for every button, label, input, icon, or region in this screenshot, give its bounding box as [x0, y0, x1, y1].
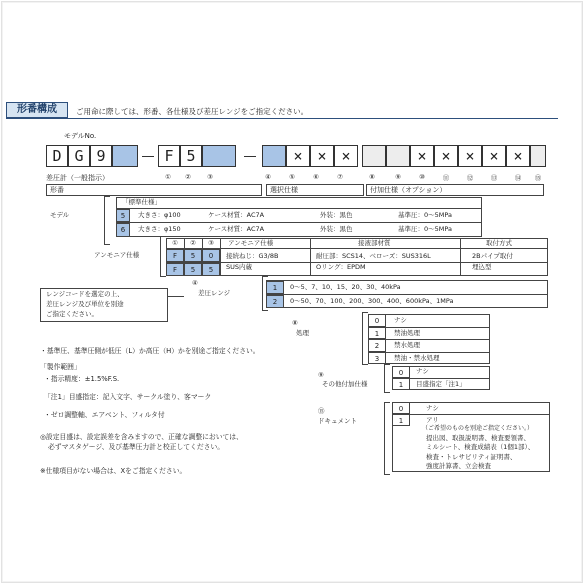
ammonia-r1-c2: 5: [184, 249, 202, 262]
position-number: ④: [265, 173, 271, 181]
code-box: ×: [334, 145, 358, 167]
model-case-1: ケース材質：AC7A: [208, 211, 265, 219]
ammonia-r2-c1: F: [166, 263, 184, 276]
header-rule: [6, 118, 558, 119]
position-number: ⑮: [534, 174, 542, 182]
position-number: ③: [207, 173, 213, 181]
ammonia-mat-2: Oリング：EPDM: [316, 263, 366, 271]
model-no-label: モデルNo.: [64, 132, 97, 140]
processing-text: 禁油処理: [394, 328, 420, 337]
position-number: ⑬: [490, 174, 498, 182]
code-box: ×: [458, 145, 482, 167]
code-box: [530, 145, 546, 167]
other-code-0: 0: [392, 366, 410, 378]
document-detail-line: 検査・トレサビリティ証明書、: [426, 452, 517, 461]
ammonia-col-mount: 取付方式: [486, 239, 512, 247]
ammonia-spec-1: 接続ねじ：G3/8B: [226, 252, 279, 260]
kataban-label: 形番: [46, 184, 262, 196]
range-note-1: レンジコードを選定の上、: [46, 290, 124, 298]
code-separator: [244, 156, 256, 157]
note-zero: ・ゼロ調整軸、エアベント、フィルタ付: [44, 411, 165, 419]
document-text-0: ナシ: [426, 404, 439, 412]
other-text-0: ナシ: [416, 367, 429, 375]
processing-label: 処理: [296, 329, 309, 337]
position-number: ⑧: [369, 173, 375, 181]
range-text-1: 0～5、7、10、15、20、30、40kPa: [290, 283, 401, 291]
code-box: [386, 145, 410, 167]
code-box: 5: [180, 145, 202, 167]
document-detail-line: 提出図、取扱説明書、検査要領書、: [426, 433, 530, 442]
processing-code: 1: [368, 327, 386, 340]
ammonia-col-spec: アンモニア仕様: [228, 239, 274, 247]
model-color-1: 外装：黒色: [320, 211, 353, 219]
ammonia-num-2: ②: [190, 239, 196, 247]
select-spec-label: 選択仕様: [266, 184, 364, 196]
code-box: [362, 145, 386, 167]
range-label: 差圧レンジ: [198, 289, 231, 297]
range-arrow: [168, 296, 184, 297]
model-table-header: 「標準仕様」: [122, 198, 161, 206]
ammonia-mat-1: 耐圧部：SCS14、ベローズ：SUS316L: [316, 252, 431, 260]
code-box: ×: [410, 145, 434, 167]
document-detail-line: ミルシート、検査成績表（1個1部）、: [426, 443, 535, 451]
position-number: ⑪: [442, 174, 450, 182]
model-code-6: 6: [116, 223, 130, 237]
section-title-badge: 形番構成: [6, 102, 68, 118]
processing-text: 禁水処理: [394, 341, 420, 349]
ammonia-num-1: ①: [172, 239, 178, 247]
range-code-1: 1: [266, 281, 284, 294]
position-number: ⑭: [514, 174, 522, 182]
code-box: [112, 145, 138, 167]
position-number: ②: [185, 173, 191, 181]
model-case-2: ケース材質：AC7A: [208, 225, 265, 233]
code-box: G: [68, 145, 90, 167]
document-num: ⑮: [318, 407, 325, 415]
code-box: ×: [286, 145, 310, 167]
position-number: ⑫: [466, 174, 474, 182]
other-code-1: 1: [392, 378, 410, 390]
range-note-3: ご指定ください。: [46, 310, 98, 318]
processing-num: ⑧: [292, 319, 298, 327]
model-bracket: [104, 196, 105, 244]
position-number: ⑨: [395, 173, 401, 181]
position-number: ⑩: [419, 173, 425, 181]
code-box: ×: [310, 145, 334, 167]
ammonia-r1-c1: F: [166, 249, 184, 262]
code-box: [202, 145, 236, 167]
range-note-2: 差圧レンジ及び単位を別途: [46, 300, 124, 308]
code-box: ×: [482, 145, 506, 167]
model-color-2: 外装：黒色: [320, 225, 353, 233]
model-base-2: 基準圧：0～5MPa: [398, 225, 452, 233]
code-box: [262, 145, 286, 167]
note-x: ※仕様項目がない場合は、Xをご指定ください。: [40, 467, 187, 475]
code-box: D: [46, 145, 68, 167]
ammonia-num-3: ③: [208, 239, 214, 247]
code-box: ×: [506, 145, 530, 167]
processing-text: ナシ: [394, 316, 407, 324]
note-base-pressure: ・基準圧、基準圧側が低圧（L）か高圧（H）かを別途ご指定ください。: [40, 347, 260, 355]
ammonia-label: アンモニア仕様: [94, 251, 140, 259]
position-number: ⑥: [313, 173, 319, 181]
model-base-1: 基準圧：0～5MPa: [398, 211, 452, 219]
other-text-1: 目盛指定「注1」: [416, 380, 466, 388]
model-label: モデル: [50, 211, 70, 219]
range-code-2: 2: [266, 295, 284, 308]
note-scale: 「注1」目盛指定：記入文字、サークル塗り、客マーク: [44, 393, 212, 401]
ammonia-r2-c2: 5: [184, 263, 202, 276]
ammonia-mount-1: 2Bパイプ取付: [472, 252, 513, 260]
ammonia-spec-2: SUS内蔵: [226, 263, 253, 271]
document-detail-line: 強度計算書、立会検査: [426, 462, 491, 470]
ammonia-col-material: 接液部材質: [358, 239, 391, 247]
note-accuracy: ・指示精度：±1.5%F.S.: [44, 375, 120, 383]
position-number: ⑦: [337, 173, 343, 181]
other-num: ⑨: [318, 371, 324, 379]
lead-text: ご用命に際しては、形番、各仕様及び差圧レンジをご指定ください。: [76, 107, 309, 116]
under-code-label: 差圧計（一般指示）: [46, 174, 109, 182]
ammonia-mount-2: 埋込型: [472, 263, 492, 271]
range-text-2: 0～50、70、100、200、300、400、600kPa、1MPa: [290, 297, 454, 305]
document-text-1: アリ: [426, 416, 439, 424]
processing-code: 3: [368, 352, 386, 365]
processing-code: 0: [368, 314, 386, 327]
document-label: ドキュメント: [318, 417, 357, 425]
model-code-5: 5: [116, 209, 130, 222]
processing-code: 2: [368, 339, 386, 352]
processing-text: 禁油・禁水処理: [394, 353, 440, 362]
code-box: ×: [434, 145, 458, 167]
ammonia-r2-c3: 5: [202, 263, 220, 276]
range-num: ④: [192, 279, 198, 287]
addon-spec-label: 付加仕様（オプション）: [366, 184, 544, 196]
code-box: F: [158, 145, 180, 167]
other-label: その他付加仕様: [322, 380, 368, 388]
note-prod-title: 「製作範囲」: [40, 363, 81, 371]
code-separator: [142, 156, 154, 157]
document-detail-line: （ご希望のものを別途ご指定ください。）: [422, 425, 534, 432]
code-box: 9: [90, 145, 112, 167]
note-set-scale-1: ◎設定目盛は、設定誤差を含みますので、正確な調整においては、: [40, 433, 243, 441]
document-code-1: 1: [392, 414, 410, 426]
model-size-1: 大きさ：φ100: [138, 211, 181, 219]
document-code-0: 0: [392, 402, 410, 414]
note-set-scale-2: 必ずマスタゲージ、及び基準圧力計と校正してください。: [48, 443, 225, 451]
position-number: ⑤: [289, 173, 295, 181]
position-number: ①: [165, 173, 171, 181]
model-size-2: 大きさ：φ150: [138, 225, 181, 233]
ammonia-r1-c3: 0: [202, 249, 220, 262]
